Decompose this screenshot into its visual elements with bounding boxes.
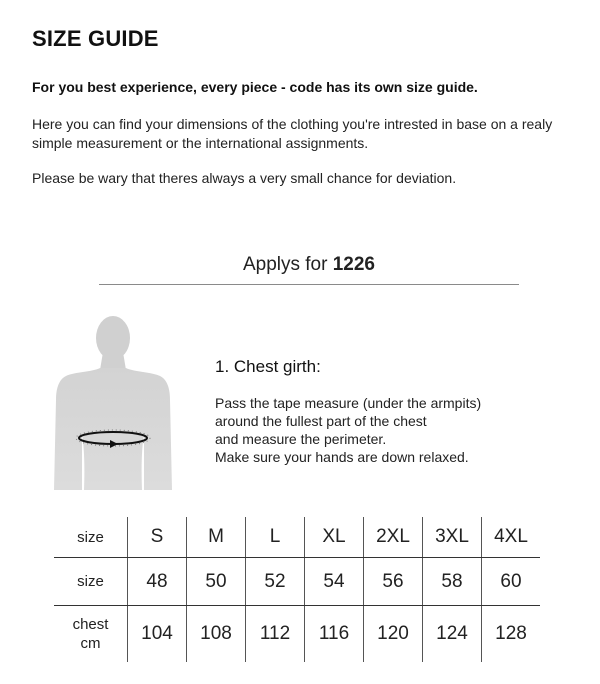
- table-cell: L: [246, 517, 305, 558]
- table-cell: 50: [187, 558, 246, 606]
- table-cell: 56: [364, 558, 423, 606]
- table-cell: 112: [246, 606, 305, 663]
- table-cell: 58: [423, 558, 482, 606]
- row-label: [54, 606, 128, 663]
- table-row: [54, 606, 540, 663]
- table-cell: M: [187, 517, 246, 558]
- intro-paragraph: Here you can find your dimensions of the clothing you're intrested in base on a realy simple measurement or the international assignments.: [32, 116, 553, 151]
- product-code: 1226: [332, 254, 376, 275]
- applies-for-heading: [99, 254, 519, 276]
- table-cell: 108: [187, 606, 246, 663]
- row-label-line: chest: [72, 616, 109, 633]
- lead-text: For you best experience, every piece - code has its own size guide.: [32, 79, 478, 95]
- table-cell: 124: [423, 606, 482, 663]
- row-label: size: [54, 517, 128, 558]
- table-row: [54, 517, 540, 558]
- table-cell: 54: [305, 558, 364, 606]
- table-cell: 52: [246, 558, 305, 606]
- measurement-description: [215, 394, 481, 466]
- measurement-line: around the fullest part of the chest: [215, 413, 427, 429]
- table-cell: 116: [305, 606, 364, 663]
- measurement-line: Pass the tape measure (under the armpits): [215, 395, 482, 411]
- table-row: [54, 558, 540, 606]
- table-cell: 60: [482, 558, 541, 606]
- table-cell: XL: [305, 517, 364, 558]
- chest-girth-figure-icon: [52, 314, 174, 490]
- applies-divider: [99, 284, 519, 285]
- table-cell: 48: [128, 558, 187, 606]
- page-title: SIZE GUIDE: [32, 26, 159, 51]
- table-cell: 128: [482, 606, 541, 663]
- table-cell: 104: [128, 606, 187, 663]
- row-label-line: cm: [80, 635, 101, 652]
- table-cell: 4XL: [482, 517, 541, 558]
- applies-for-prefix: Applys for: [242, 254, 328, 275]
- table-cell: 2XL: [364, 517, 423, 558]
- row-label: size: [54, 558, 128, 606]
- table-cell: 120: [364, 606, 423, 663]
- table-cell: S: [128, 517, 187, 558]
- measurement-heading: 1. Chest girth:: [215, 357, 321, 376]
- measurement-line: Make sure your hands are down relaxed.: [215, 449, 469, 465]
- table-cell: 3XL: [423, 517, 482, 558]
- measurement-line: and measure the perimeter.: [215, 431, 387, 447]
- size-table: [54, 517, 540, 662]
- deviation-note: Please be wary that theres always a very small chance for deviation.: [32, 170, 457, 186]
